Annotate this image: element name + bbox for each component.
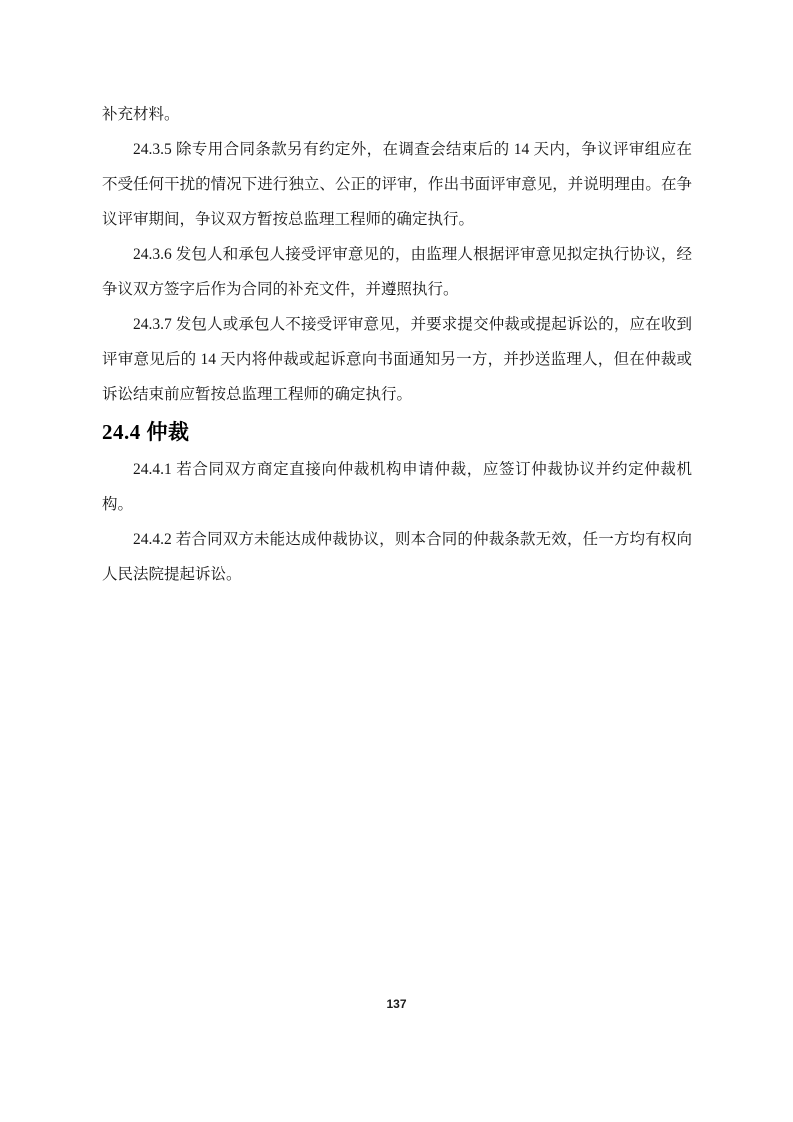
page-footer <box>0 995 793 1013</box>
paragraph-clause-24-3-7: 24.3.7 发包人或承包人不接受评审意见，并要求提交仲裁或提起诉讼的，应在收到评审意见后的 14 天内将仲裁或起诉意向书面通知另一方，并抄送监理人，但在仲裁或诉讼结束前应暂按总监理工程师的确定执行。 <box>102 316 692 403</box>
paragraph-clause-24-4-2: 24.4.2 若合同双方未能达成仲裁协议，则本合同的仲裁条款无效，任一方均有权向人民法院提起诉讼。 <box>102 531 692 583</box>
paragraph-clause-24-4-1: 24.4.1 若合同双方商定直接向仲裁机构申请仲裁，应签订仲裁协议并约定仲裁机构。 <box>102 461 692 513</box>
section-heading-24-4: 24.4 仲裁 <box>102 420 190 444</box>
page-number: 137 <box>386 997 407 1011</box>
paragraph-clause-24-3-6: 24.3.6 发包人和承包人接受评审意见的，由监理人根据评审意见拟定执行协议，经争议双方签字后作为合同的补充文件，并遵照执行。 <box>102 246 692 298</box>
paragraph-continuation: 补充材料。 <box>102 106 180 123</box>
document-content <box>102 97 692 592</box>
paragraph-clause-24-3-5: 24.3.5 除专用合同条款另有约定外，在调查会结束后的 14 天内，争议评审组应在不受任何干扰的情况下进行独立、公正的评审，作出书面评审意见，并说明理由。在争议评审期间，争议双方暂按总监理工程师的确定执行。 <box>102 141 692 228</box>
